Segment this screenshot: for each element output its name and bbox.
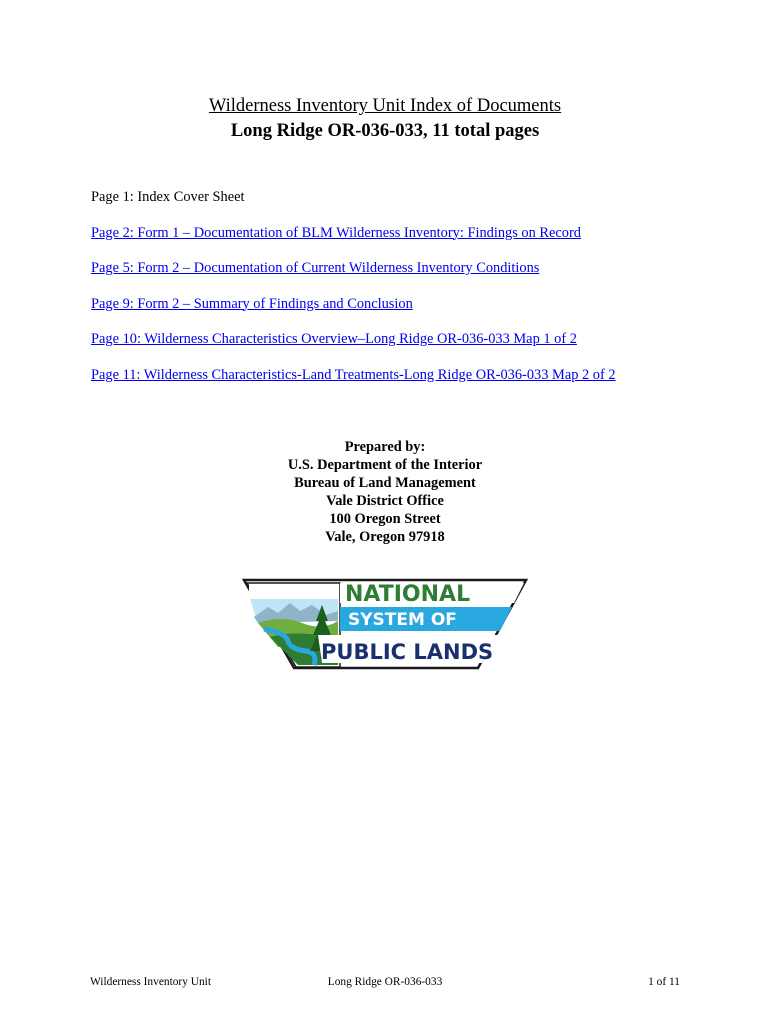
prepared-by-line: Bureau of Land Management (294, 475, 476, 491)
index-item-page-10[interactable] (91, 330, 731, 366)
logo-text-system-of: SYSTEM OF (348, 610, 457, 630)
index-item-page-11[interactable] (91, 366, 731, 402)
index-item-page-1 (91, 188, 731, 224)
index-item-page-9[interactable] (91, 295, 731, 331)
document-title: Wilderness Inventory Unit Index of Documents (208, 96, 562, 116)
index-list (91, 188, 731, 401)
index-link-form-2-summary[interactable]: Page 9: Form 2 – Summary of Findings and Conclusion (91, 295, 413, 312)
index-item-page-2[interactable] (91, 224, 731, 260)
prepared-by-heading: Prepared by: (344, 439, 426, 455)
logo-text-public-lands: PUBLIC LANDS (321, 640, 494, 664)
document-header (0, 94, 770, 144)
prepared-by-line: 100 Oregon Street (329, 511, 441, 527)
national-system-of-public-lands-logo (242, 577, 528, 671)
logo-text-national: NATIONAL (345, 582, 471, 607)
index-item-page-5[interactable] (91, 259, 731, 295)
index-link-form-1-findings[interactable]: Page 2: Form 1 – Documentation of BLM Wilderness Inventory: Findings on Record (91, 224, 581, 241)
page-footer (0, 976, 770, 992)
index-link-form-2-conditions[interactable]: Page 5: Form 2 – Documentation of Current Wilderness Inventory Conditions (91, 260, 540, 276)
footer-page-number: 1 of 11 (648, 976, 680, 988)
footer-center: Long Ridge OR-036-033 (327, 976, 443, 988)
index-item-label: Page 1: Index Cover Sheet (91, 189, 245, 205)
index-link-map-2[interactable]: Page 11: Wilderness Characteristics-Land Treatments-Long Ridge OR-036-033 Map 2 of 2 (91, 366, 616, 383)
index-link-map-1[interactable]: Page 10: Wilderness Characteristics Overview–Long Ridge OR-036-033 Map 1 of 2 (91, 331, 577, 347)
prepared-by-line: U.S. Department of the Interior (287, 457, 483, 473)
prepared-by-line: Vale, Oregon 97918 (325, 529, 445, 545)
document-subtitle: Long Ridge OR-036-033, 11 total pages (230, 121, 540, 141)
prepared-by-line: Vale District Office (326, 493, 444, 509)
footer-left: Wilderness Inventory Unit (90, 976, 212, 988)
prepared-by-block (0, 438, 770, 546)
